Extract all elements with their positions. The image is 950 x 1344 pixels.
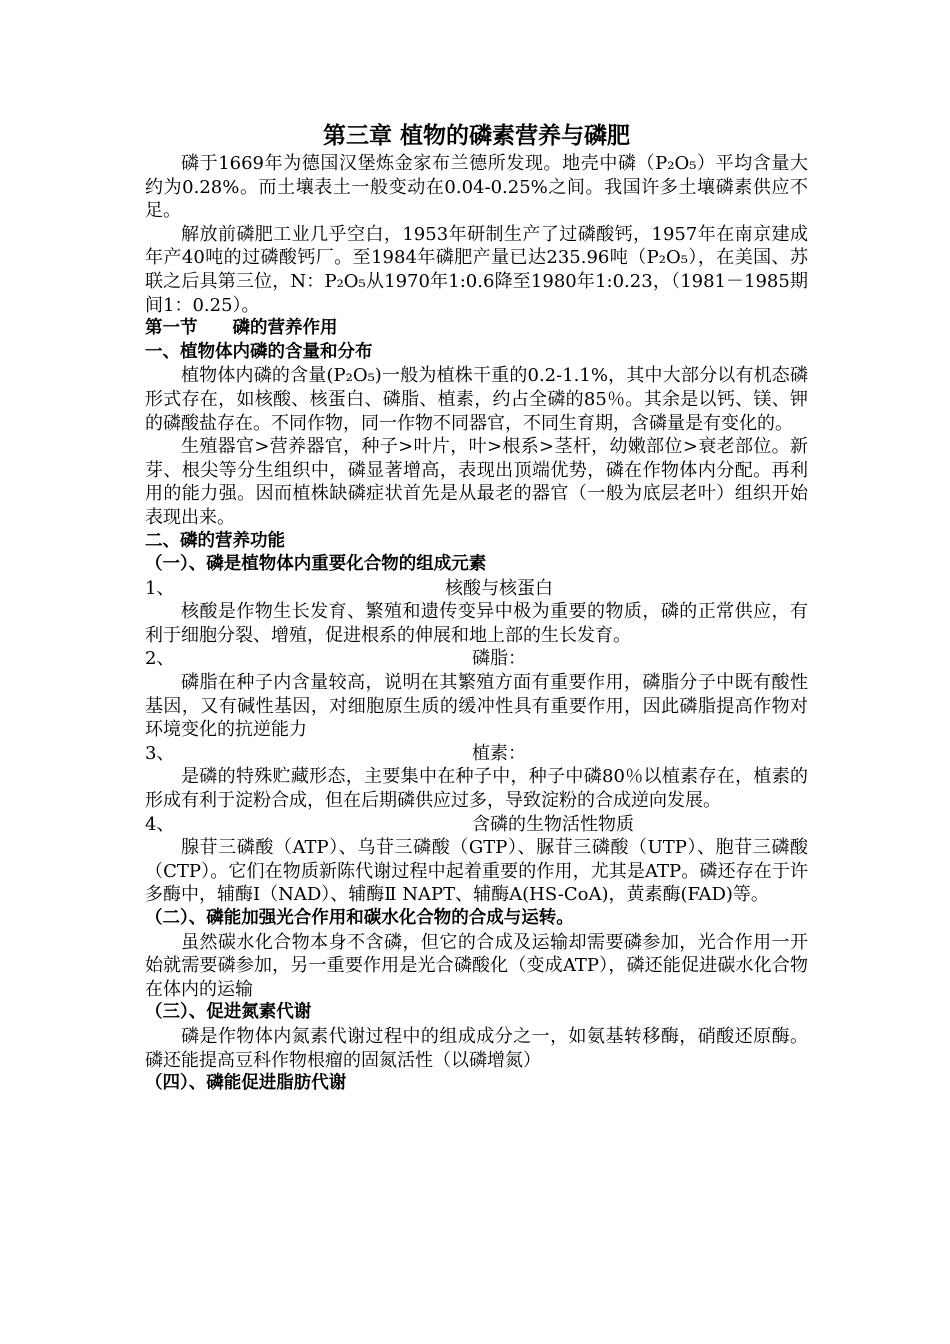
paragraph: 解放前磷肥工业几乎空白，1953年研制生产了过磷酸钙，1957年在南京建成年产40吨的过磷酸钙厂。至1984年磷肥产量已达235.96吨（P₂O₅），在美国、苏联之后具第三位，N：P₂O₅从1970年1:0.6降至1980年1:0.23，（1981－1985期间1：0.25）。 [145,223,808,316]
paragraph: 是磷的特殊贮藏形态，主要集中在种子中，种子中磷80％以植素存在，植素的形成有利于淀粉合成，但在后期磷供应过多，导致淀粉的合成逆向发展。 [145,766,808,812]
section-heading: 一、植物体内磷的含量和分布 [145,341,373,362]
section-heading: （三）、促进氮素代谢 [145,1002,312,1023]
section-heading: （二）、磷能加强光合作用和碳水化合物的合成与运转。 [145,908,574,928]
item-number: 3、 [145,742,175,764]
item-number: 4、 [145,813,175,835]
numbered-subheading [145,647,808,671]
item-label: 含磷的生物活性物质 [472,813,634,835]
document-body [145,152,808,1096]
numbered-subheading [145,813,808,837]
item-label: 磷脂： [472,648,526,670]
paragraph: 磷于1669年为德国汉堡炼金家布兰德所发现。地壳中磷（P₂O₅）平均含量大约为0.28%。而土壤表土一般变动在0.04-0.25%之间。我国许多土壤磷素供应不足。 [145,153,808,222]
paragraph: 生殖器官>营养器官，种子>叶片，叶>根系>茎杆，幼嫩部位>衰老部位。新芽、根尖等分生组织中，磷显著增高，表现出顶端优势，磷在作物体内分配。再利用的能力强。因而植株缺磷症状首先是从最老的器官（一般为底层老叶）组织开始表现出来。 [145,436,808,528]
item-number: 2、 [145,648,175,670]
item-label: 植素： [472,742,526,764]
paragraph: 磷脂在种子内含量较高，说明在其繁殖方面有重要作用，磷脂分子中既有酸性基因，又有碱性基因，对细胞原生质的缓冲性具有重要作用，因此磷脂提高作物对环境变化的抗逆能力 [145,672,808,741]
section-heading: 二、磷的营养功能 [145,530,285,551]
section-heading: （一）、磷是植物体内重要化合物的组成元素 [145,554,487,575]
paragraph: 核酸是作物生长发育、繁殖和遗传变异中极为重要的物质，磷的正常供应，有利于细胞分裂、增殖，促进根系的伸展和地上部的生长发育。 [145,601,808,646]
numbered-subheading [145,577,808,601]
paragraph: 植物体内磷的含量(P₂O₅)一般为植株干重的0.2-1.1%，其中大部分以有机态磷形式存在，如核酸、核蛋白、磷脂、植素，约占全磷的85％。其余是以钙、镁、钾的磷酸盐存在。不同作物，同一作物不同器官，不同生育期，含磷量是有变化的。 [145,365,808,434]
section-heading: 第一节 磷的营养作用 [145,318,338,339]
item-label: 核酸与核蛋白 [445,577,553,599]
section-heading: （四）、磷能促进脂肪代谢 [145,1073,347,1094]
chapter-title: 第三章 植物的磷素营养与磷肥 [322,123,630,149]
paragraph: 磷是作物体内氮素代谢过程中的组成成分之一，如氨基转移酶，硝酸还原酶。磷还能提高豆科作物根瘤的固氮活性（以磷增氮） [145,1025,808,1071]
item-number: 1、 [145,577,175,599]
paragraph: 虽然碳水化合物本身不含磷，但它的合成及运输却需要磷参加，光合作用一开始就需要磷参加，另一重要作用是光合磷酸化（变成ATP），磷还能促进碳水化合物在体内的运输 [145,931,808,1000]
paragraph: 腺苷三磷酸（ATP）、乌苷三磷酸（GTP）、脲苷三磷酸（UTP）、胞苷三磷酸（CTP）。它们在物质新陈代谢过程中起着重要的作用，尤其是ATP。磷还存在于许多酶中，辅酶Ⅰ（NAD）、辅酶Ⅱ NAPT、辅酶A(HS-CoA)，黄素酶(FAD)等。 [145,837,808,906]
numbered-subheading [145,742,808,766]
